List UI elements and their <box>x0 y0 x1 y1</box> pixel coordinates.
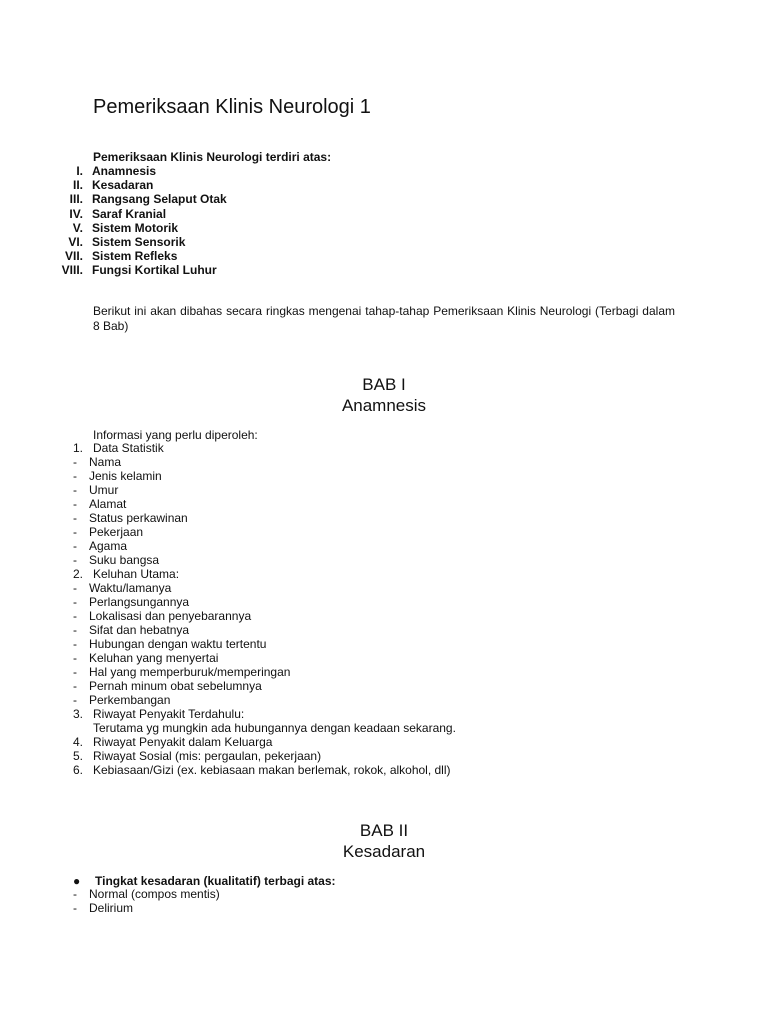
list-item <box>40 263 227 277</box>
list-item <box>73 581 456 595</box>
list-item-marker: - <box>73 665 77 679</box>
list-item <box>73 567 456 581</box>
list-item-text: Sistem Refleks <box>92 249 178 264</box>
bullet-item <box>73 874 336 888</box>
list-item-text: Sifat dan hebatnya <box>89 623 190 637</box>
list-item <box>73 763 456 777</box>
bullet-text: Tingkat kesadaran (kualitatif) terbagi atas: <box>95 874 336 888</box>
list-item-text: Saraf Kranial <box>92 206 167 221</box>
list-item <box>73 609 456 623</box>
list-item-marker: - <box>73 469 77 483</box>
list-item-marker: - <box>73 581 77 595</box>
list-item-marker: 6. <box>73 763 84 777</box>
bab2-subtitle: Kesadaran <box>342 842 426 861</box>
list-item-text: Perkembangan <box>89 693 171 707</box>
roman-list <box>40 164 227 278</box>
list-item <box>73 637 456 651</box>
list-item-text: Agama <box>89 539 128 553</box>
list-item-text: Riwayat Penyakit dalam Keluarga <box>93 735 273 749</box>
bab1-list <box>73 441 456 777</box>
list-item-text: Waktu/lamanya <box>89 581 172 595</box>
bab2-heading <box>0 820 768 862</box>
list-item-text: Terutama yg mungkin ada hubungannya dengan keadaan sekarang. <box>93 721 456 735</box>
list-item <box>40 235 227 249</box>
list-item <box>73 469 456 483</box>
list-item <box>73 901 220 915</box>
list-item-text: Delirium <box>89 901 134 915</box>
list-item <box>73 693 456 707</box>
list-item-marker: - <box>73 483 77 497</box>
list-item-marker: - <box>73 887 77 901</box>
list-item-marker: - <box>73 553 77 567</box>
bullet-icon: ● <box>73 874 81 888</box>
bab1-label: BAB I <box>362 375 406 394</box>
bab2-label: BAB II <box>359 821 409 840</box>
list-item-number: II. <box>72 178 83 193</box>
info-label: Informasi yang perlu diperoleh: <box>93 428 258 442</box>
page-title: Pemeriksaan Klinis Neurologi 1 <box>93 96 371 118</box>
list-item-text: Lokalisasi dan penyebarannya <box>89 609 252 623</box>
list-item <box>40 164 227 178</box>
list-item <box>73 735 456 749</box>
bab1-heading <box>0 374 768 416</box>
list-item-marker: - <box>73 693 77 707</box>
list-item-text: Kebiasaan/Gizi (ex. kebiasaan makan berlemak, rokok, alkohol, dll) <box>93 763 451 777</box>
list-item-marker: - <box>73 609 77 623</box>
list-item <box>73 887 220 901</box>
list-item <box>73 665 456 679</box>
list-item-number: III. <box>69 192 83 207</box>
summary-paragraph: Berikut ini akan dibahas secara ringkas mengenai tahap-tahap Pemeriksaan Klinis Neurologi (Terbagi dalam 8 Bab) <box>93 304 675 333</box>
list-item-text: Suku bangsa <box>89 553 160 567</box>
list-item <box>73 441 456 455</box>
list-item <box>73 595 456 609</box>
list-item-marker: - <box>73 511 77 525</box>
list-item-text: Riwayat Penyakit Terdahulu: <box>93 707 245 721</box>
list-item-marker: 1. <box>73 441 84 455</box>
list-item <box>73 651 456 665</box>
list-item-text: Anamnesis <box>92 164 157 178</box>
list-item-text: Pernah minum obat sebelumnya <box>89 679 262 693</box>
list-item <box>73 483 456 497</box>
list-item-text: Sistem Motorik <box>92 220 179 235</box>
list-item-marker: - <box>73 455 77 469</box>
list-item-text: Data Statistik <box>93 441 164 455</box>
list-item-text: Nama <box>89 455 122 469</box>
intro-text: Pemeriksaan Klinis Neurologi terdiri atas: <box>93 150 332 164</box>
list-item <box>73 679 456 693</box>
list-item <box>40 221 227 235</box>
list-item-text: Alamat <box>89 497 127 511</box>
list-item-marker: - <box>73 679 77 693</box>
list-item-text: Keluhan Utama: <box>93 567 180 581</box>
list-item <box>40 207 227 221</box>
list-item-text: Normal (compos mentis) <box>89 887 220 901</box>
list-item-text: Perlangsungannya <box>89 595 190 609</box>
list-item-text: Riwayat Sosial (mis: pergaulan, pekerjaan) <box>93 749 322 763</box>
list-item-marker: - <box>73 637 77 651</box>
list-item-marker: - <box>73 595 77 609</box>
list-item-text: Keluhan yang menyertai <box>89 651 219 665</box>
list-item-number: I. <box>76 164 83 178</box>
list-item-marker: - <box>73 525 77 539</box>
list-item-marker: - <box>73 901 77 915</box>
list-item-number: VIII. <box>61 263 83 278</box>
list-item-text: Umur <box>89 483 119 497</box>
list-item-text: Hal yang memperburuk/memperingan <box>89 665 291 679</box>
list-item-text: Fungsi Kortikal Luhur <box>92 263 217 278</box>
bab1-subtitle: Anamnesis <box>341 396 427 415</box>
list-item-text: Status perkawinan <box>89 511 188 525</box>
list-item-text: Sistem Sensorik <box>92 235 186 250</box>
list-item-text: Hubungan dengan waktu tertentu <box>89 637 267 651</box>
list-item-marker: 3. <box>73 707 84 721</box>
list-item-marker: - <box>73 497 77 511</box>
list-item <box>73 749 456 763</box>
list-item-marker: 5. <box>73 749 84 763</box>
list-item-marker: - <box>73 539 77 553</box>
list-item-number: IV. <box>69 206 83 221</box>
list-item-text: Rangsang Selaput Otak <box>92 192 227 207</box>
list-item <box>40 192 227 206</box>
list-item <box>73 623 456 637</box>
list-item-text: Jenis kelamin <box>89 469 162 483</box>
list-item-number: VII. <box>64 249 83 264</box>
list-item-marker: 2. <box>73 567 84 581</box>
list-item-number: VI. <box>68 235 83 250</box>
list-item <box>73 553 456 567</box>
list-item-marker: - <box>73 623 77 637</box>
list-item <box>73 707 456 721</box>
list-item <box>40 249 227 263</box>
list-item-text: Pekerjaan <box>89 525 144 539</box>
list-item <box>73 539 456 553</box>
list-item-text: Kesadaran <box>92 178 154 193</box>
list-item <box>73 525 456 539</box>
list-item <box>73 497 456 511</box>
list-item <box>73 455 456 469</box>
list-item-marker: - <box>73 651 77 665</box>
list-item <box>40 178 227 192</box>
list-item-number: V. <box>72 220 83 235</box>
bab2-list <box>73 887 220 915</box>
list-item <box>73 721 456 735</box>
list-item <box>73 511 456 525</box>
list-item-marker: 4. <box>73 735 84 749</box>
